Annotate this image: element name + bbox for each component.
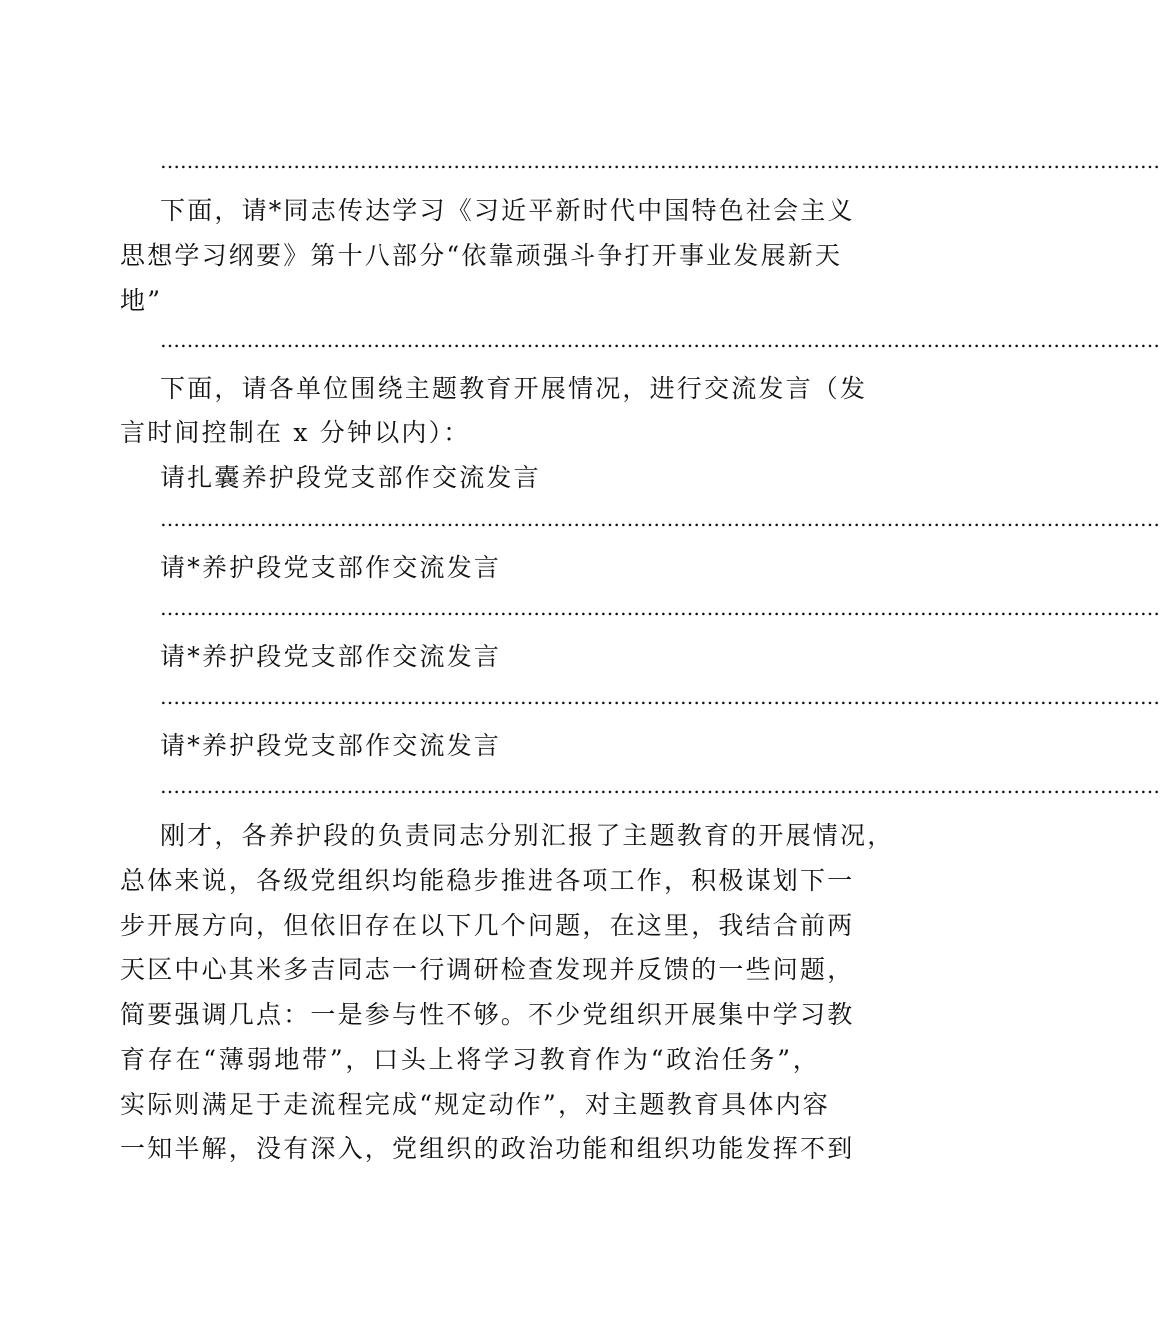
paragraph-line: 思想学习纲要》第十八部分“依靠顽强斗争打开事业发展新天 bbox=[120, 241, 843, 270]
ellipsis-divider: …………………………………………………………………………………………………………………………………… bbox=[160, 774, 1160, 798]
ellipsis-divider: …………………………………………………………………………………………………………………………………… bbox=[160, 596, 1160, 620]
speaker-line: 请扎囊养护段党支部作交流发言 bbox=[160, 463, 541, 492]
speaker-line: 请*养护段党支部作交流发言 bbox=[160, 731, 502, 760]
paragraph-line: 言时间控制在 x 分钟以内）： bbox=[120, 418, 471, 447]
ellipsis-divider: …………………………………………………………………………………………………………………………………… bbox=[160, 685, 1160, 709]
paragraph-line: 总体来说，各级党组织均能稳步推进各项工作，积极谋划下一 bbox=[120, 866, 855, 895]
ellipsis-divider: …………………………………………………………………………………………………………………………………… bbox=[160, 507, 1160, 531]
ellipsis-divider: …………………………………………………………………………………………………………………………………… bbox=[160, 328, 1160, 352]
paragraph-line: 下面，请各单位围绕主题教育开展情况，进行交流发言（发 bbox=[160, 374, 868, 403]
speaker-line: 请*养护段党支部作交流发言 bbox=[160, 553, 502, 582]
paragraph-line: 下面，请*同志传达学习《习近平新时代中国特色社会主义 bbox=[160, 196, 855, 225]
speaker-line: 请*养护段党支部作交流发言 bbox=[160, 642, 502, 671]
paragraph-line: 简要强调几点：一是参与性不够。不少党组织开展集中学习教 bbox=[120, 1000, 855, 1029]
paragraph-line: 刚才，各养护段的负责同志分别汇报了主题教育的开展情况， bbox=[160, 821, 895, 850]
paragraph-line: 天区中心其米多吉同志一行调研检查发现并反馈的一些问题， bbox=[120, 955, 855, 984]
paragraph-line: 育存在“薄弱地带”，口头上将学习教育作为“政治任务”， bbox=[120, 1045, 820, 1074]
paragraph-line: 步开展方向，但依旧存在以下几个问题，在这里，我结合前两 bbox=[120, 911, 855, 940]
paragraph-line: 一知半解，没有深入，党组织的政治功能和组织功能发挥不到 bbox=[120, 1134, 855, 1163]
paragraph-line: 地” bbox=[120, 286, 163, 315]
ellipsis-divider: …………………………………………………………………………………………………………………………………… bbox=[160, 149, 1160, 173]
paragraph-line: 实际则满足于走流程完成“规定动作”，对主题教育具体内容 bbox=[120, 1090, 830, 1119]
